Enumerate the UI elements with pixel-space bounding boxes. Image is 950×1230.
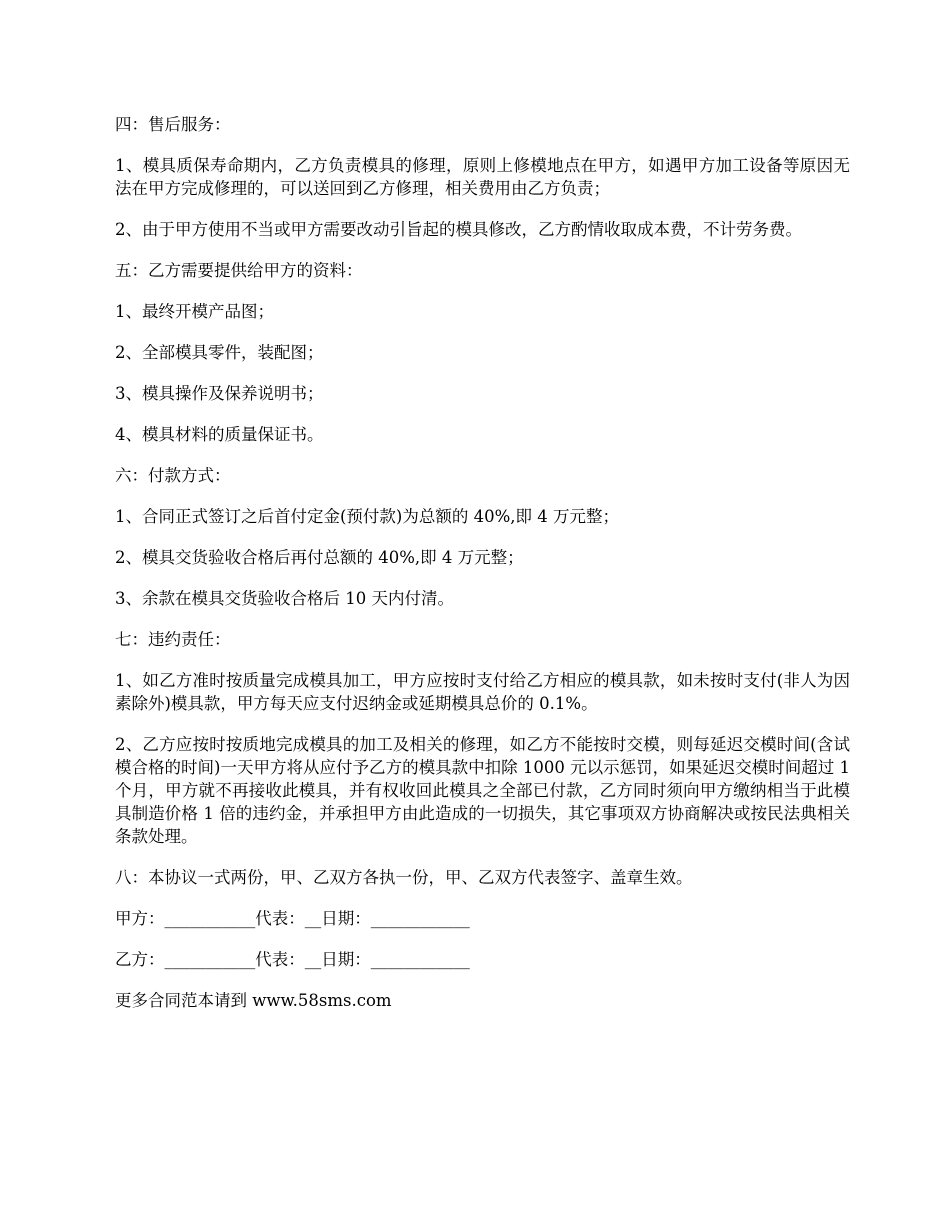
section-5-item-2: 2、全部模具零件，装配图； [115,343,324,362]
section-7-title: 七：违约责任： [115,630,231,649]
section-4-item-2: 2、由于甲方使用不当或甲方需要改动引旨起的模具修改，乙方酌情收取成本费，不计劳务费。 [115,220,802,239]
footer-link-text: 更多合同范本请到 www.58sms.com [115,991,392,1010]
section-4-title: 四：售后服务： [115,115,231,134]
party-b-signature-line: 乙方：___________代表：__日期：____________ [115,950,470,969]
section-6-item-2: 2、模具交货验收合格后再付总额的 40%,即 4 万元整； [115,548,524,567]
section-6-item-1: 1、合同正式签订之后首付定金(预付款)为总额的 40%,即 4 万元整； [115,507,620,526]
section-5-title: 五：乙方需要提供给甲方的资料： [115,261,363,280]
section-8: 八：本协议一式两份，甲、乙双方各执一份，甲、乙双方代表签字、盖章生效。 [115,868,693,887]
section-7-item-2: 2、乙方应按时按质地完成模具的加工及相关的修理，如乙方不能按时交模，则每延迟交模时间(含试模合格的时间)一天甲方将从应付予乙方的模具款中扣除 1000 元以示惩罚，如果延迟交模时间超过 1 个月，甲方就不再接收此模具，并有权收回此模具之全部已付款，乙方同时须向甲方缴纳相当于此模具制造价格 1 倍的违约金，并承担甲方由此造成的一切损失，其它事项双方协商解决或按民法典相关条款处理。 [115,735,850,846]
contract-page [115,113,850,1012]
section-4-item-1: 1、模具质保寿命期内，乙方负责模具的修理，原则上修模地点在甲方，如遇甲方加工设备等原因无法在甲方完成修理的，可以送回到乙方修理，相关费用由乙方负责； [115,156,850,198]
section-5-item-4: 4、模具材料的质量保证书。 [115,425,324,444]
section-6-title: 六：付款方式： [115,466,231,485]
section-5-item-1: 1、最终开模产品图； [115,302,274,321]
section-6-item-3: 3、余款在模具交货验收合格后 10 天内付清。 [115,589,454,608]
section-5-item-3: 3、模具操作及保养说明书； [115,384,324,403]
party-a-signature-line: 甲方：___________代表：__日期：____________ [115,909,470,928]
section-7-item-1: 1、如乙方准时按质量完成模具加工，甲方应按时支付给乙方相应的模具款，如未按时支付(非人为因素除外)模具款，甲方每天应支付迟纳金或延期模具总价的 0.1%。 [115,671,850,713]
